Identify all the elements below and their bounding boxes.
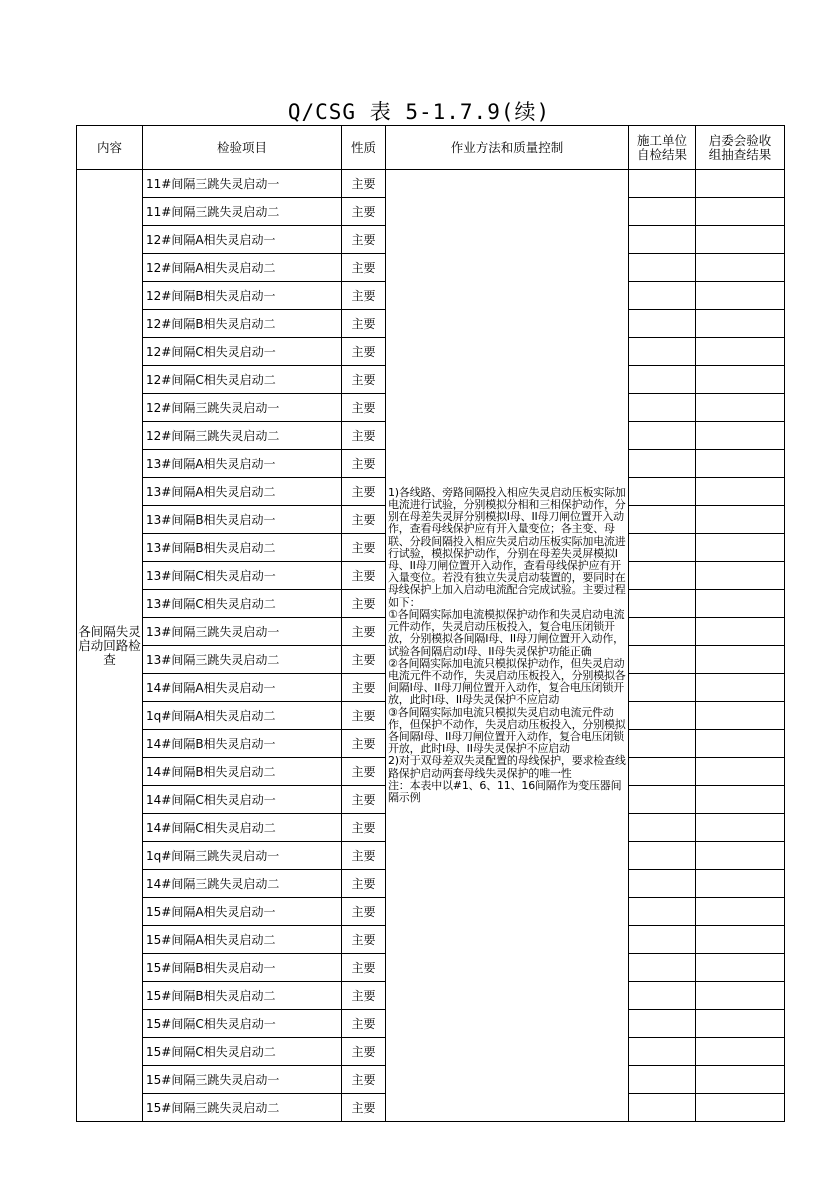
acceptance-cell[interactable] (696, 282, 785, 310)
method-paragraph: 1)各线路、旁路间隔投入相应失灵启动压板实际加电流进行试验，分别模拟分相和三相保护动作，分别在母差失灵屏分别模拟I母、II母刀闸位置开入动作，查看母线保护应有开入量变位；各主变、母联、分段间隔投入相应失灵启动压板实际加电流进行试验，模拟保护动作，分别在母差失灵屏模拟I母、II母刀闸位置开入动作，查看母线保护应有开入量变位。若没有独立失灵启动装置的，要同时在母线保护上加入启动电流配合完成试验。主要过程如下： (388, 485, 626, 609)
acceptance-cell[interactable] (696, 730, 785, 758)
header-method: 作业方法和质量控制 (386, 126, 629, 170)
header-acceptance: 启委会验收组抽查结果 (696, 126, 785, 170)
nature-cell: 主要 (342, 954, 386, 982)
item-cell: 14#间隔B相失灵启动二 (143, 758, 342, 786)
nature-cell: 主要 (342, 394, 386, 422)
self-check-cell[interactable] (629, 786, 696, 814)
acceptance-cell[interactable] (696, 506, 785, 534)
nature-cell: 主要 (342, 982, 386, 1010)
table-body (77, 170, 785, 1122)
acceptance-cell[interactable] (696, 534, 785, 562)
self-check-cell[interactable] (629, 954, 696, 982)
self-check-cell[interactable] (629, 926, 696, 954)
nature-cell: 主要 (342, 926, 386, 954)
acceptance-cell[interactable] (696, 478, 785, 506)
nature-cell: 主要 (342, 786, 386, 814)
nature-cell: 主要 (342, 198, 386, 226)
item-cell: 13#间隔A相失灵启动一 (143, 450, 342, 478)
content-cell: 各间隔失灵启动回路检查 (77, 170, 143, 1122)
acceptance-cell[interactable] (696, 1094, 785, 1122)
item-cell: 12#间隔C相失灵启动二 (143, 366, 342, 394)
nature-cell: 主要 (342, 842, 386, 870)
acceptance-cell[interactable] (696, 646, 785, 674)
acceptance-cell[interactable] (696, 338, 785, 366)
method-paragraph: ③各间隔实际加电流只模拟失灵启动电流元件动作，但保护不动作，失灵启动压板投入，分别模拟各间隔I母、II母刀闸位置开入动作，复合电压闭锁开放，此时I母、II母失灵保护不应启动 (388, 705, 626, 756)
self-check-cell[interactable] (629, 590, 696, 618)
acceptance-cell[interactable] (696, 702, 785, 730)
method-paragraph: 注：本表中以#1、6、11、16间隔作为变压器间隔示例 (388, 778, 622, 804)
self-check-cell[interactable] (629, 282, 696, 310)
self-check-cell[interactable] (629, 1010, 696, 1038)
self-check-cell[interactable] (629, 1038, 696, 1066)
method-paragraph: 2)对于双母差双失灵配置的母线保护，要求检查线路保护启动两套母线失灵保护的唯一性 (388, 754, 626, 780)
item-cell: 14#间隔A相失灵启动一 (143, 674, 342, 702)
nature-cell: 主要 (342, 338, 386, 366)
self-check-cell[interactable] (629, 198, 696, 226)
acceptance-cell[interactable] (696, 310, 785, 338)
item-cell: 1q#间隔A相失灵启动二 (143, 702, 342, 730)
method-paragraph: ①各间隔实际加电流模拟保护动作和失灵启动电流元件动作，失灵启动压板投入，复合电压闭锁开放，分别模拟各间隔I母、II母刀闸位置开入动作，试验各间隔启动I母、II母失灵保护功能正确 (388, 607, 625, 658)
self-check-cell[interactable] (629, 730, 696, 758)
nature-cell: 主要 (342, 534, 386, 562)
document-title: Q/CSG 表 5-1.7.9(续) (287, 100, 551, 124)
self-check-cell[interactable] (629, 394, 696, 422)
self-check-cell[interactable] (629, 338, 696, 366)
nature-cell: 主要 (342, 758, 386, 786)
nature-cell: 主要 (342, 506, 386, 534)
self-check-cell[interactable] (629, 982, 696, 1010)
nature-cell: 主要 (342, 1010, 386, 1038)
item-cell: 15#间隔三跳失灵启动二 (143, 1094, 342, 1122)
item-cell: 14#间隔三跳失灵启动二 (143, 870, 342, 898)
method-cell (386, 170, 629, 1122)
acceptance-cell[interactable] (696, 758, 785, 786)
self-check-cell[interactable] (629, 310, 696, 338)
acceptance-cell[interactable] (696, 982, 785, 1010)
acceptance-cell[interactable] (696, 422, 785, 450)
nature-cell: 主要 (342, 814, 386, 842)
self-check-cell[interactable] (629, 422, 696, 450)
item-cell: 13#间隔三跳失灵启动二 (143, 646, 342, 674)
item-cell: 14#间隔C相失灵启动一 (143, 786, 342, 814)
item-cell: 14#间隔B相失灵启动一 (143, 730, 342, 758)
item-cell: 15#间隔C相失灵启动一 (143, 1010, 342, 1038)
acceptance-cell[interactable] (696, 786, 785, 814)
item-cell: 15#间隔C相失灵启动二 (143, 1038, 342, 1066)
self-check-cell[interactable] (629, 1094, 696, 1122)
self-check-cell[interactable] (629, 506, 696, 534)
acceptance-cell[interactable] (696, 926, 785, 954)
acceptance-cell[interactable] (696, 366, 785, 394)
nature-cell: 主要 (342, 562, 386, 590)
acceptance-cell[interactable] (696, 618, 785, 646)
acceptance-cell[interactable] (696, 1010, 785, 1038)
item-cell: 12#间隔A相失灵启动二 (143, 254, 342, 282)
nature-cell: 主要 (342, 478, 386, 506)
acceptance-cell[interactable] (696, 954, 785, 982)
self-check-cell[interactable] (629, 450, 696, 478)
item-cell: 12#间隔C相失灵启动一 (143, 338, 342, 366)
item-cell: 15#间隔A相失灵启动二 (143, 926, 342, 954)
item-cell: 12#间隔B相失灵启动二 (143, 310, 342, 338)
header-self-check: 施工单位自检结果 (629, 126, 696, 170)
acceptance-cell[interactable] (696, 394, 785, 422)
item-cell: 1q#间隔三跳失灵启动一 (143, 842, 342, 870)
nature-cell: 主要 (342, 1094, 386, 1122)
item-cell: 15#间隔三跳失灵启动一 (143, 1066, 342, 1094)
acceptance-cell[interactable] (696, 254, 785, 282)
nature-cell: 主要 (342, 282, 386, 310)
nature-cell: 主要 (342, 170, 386, 198)
item-cell: 13#间隔三跳失灵启动一 (143, 618, 342, 646)
header-nature: 性质 (342, 126, 386, 170)
acceptance-cell[interactable] (696, 590, 785, 618)
nature-cell: 主要 (342, 310, 386, 338)
item-cell: 12#间隔A相失灵启动一 (143, 226, 342, 254)
table-row (77, 170, 785, 198)
table-header-row (77, 126, 785, 170)
inspection-table (76, 125, 785, 1122)
item-cell: 14#间隔C相失灵启动二 (143, 814, 342, 842)
nature-cell: 主要 (342, 226, 386, 254)
header-content: 内容 (77, 126, 143, 170)
acceptance-cell[interactable] (696, 814, 785, 842)
nature-cell: 主要 (342, 1038, 386, 1066)
item-cell: 12#间隔三跳失灵启动二 (143, 422, 342, 450)
nature-cell: 主要 (342, 366, 386, 394)
item-cell: 13#间隔C相失灵启动一 (143, 562, 342, 590)
method-paragraph: ②各间隔实际加电流只模拟保护动作，但失灵启动电流元件不动作，失灵启动压板投入，分别模拟各间隔I母、II母刀闸位置开入动作，复合电压闭锁开放，此时I母、II母失灵保护不应启动 (388, 656, 626, 707)
item-cell: 12#间隔三跳失灵启动一 (143, 394, 342, 422)
self-check-cell[interactable] (629, 702, 696, 730)
self-check-cell[interactable] (629, 254, 696, 282)
self-check-cell[interactable] (629, 562, 696, 590)
acceptance-cell[interactable] (696, 898, 785, 926)
acceptance-cell[interactable] (696, 226, 785, 254)
item-cell: 13#间隔B相失灵启动一 (143, 506, 342, 534)
self-check-cell[interactable] (629, 478, 696, 506)
self-check-cell[interactable] (629, 618, 696, 646)
header-item: 检验项目 (143, 126, 342, 170)
item-cell: 15#间隔B相失灵启动二 (143, 982, 342, 1010)
self-check-cell[interactable] (629, 366, 696, 394)
item-cell: 12#间隔B相失灵启动一 (143, 282, 342, 310)
self-check-cell[interactable] (629, 758, 696, 786)
item-cell: 13#间隔A相失灵启动二 (143, 478, 342, 506)
nature-cell: 主要 (342, 1066, 386, 1094)
self-check-cell[interactable] (629, 870, 696, 898)
acceptance-cell[interactable] (696, 870, 785, 898)
nature-cell: 主要 (342, 870, 386, 898)
nature-cell: 主要 (342, 422, 386, 450)
acceptance-cell[interactable] (696, 198, 785, 226)
self-check-cell[interactable] (629, 814, 696, 842)
self-check-cell[interactable] (629, 898, 696, 926)
self-check-cell[interactable] (629, 534, 696, 562)
acceptance-cell[interactable] (696, 674, 785, 702)
item-cell: 11#间隔三跳失灵启动二 (143, 198, 342, 226)
self-check-cell[interactable] (629, 646, 696, 674)
nature-cell: 主要 (342, 618, 386, 646)
acceptance-cell[interactable] (696, 1066, 785, 1094)
acceptance-cell[interactable] (696, 1038, 785, 1066)
acceptance-cell[interactable] (696, 842, 785, 870)
item-cell: 15#间隔A相失灵启动一 (143, 898, 342, 926)
self-check-cell[interactable] (629, 1066, 696, 1094)
self-check-cell[interactable] (629, 226, 696, 254)
nature-cell: 主要 (342, 254, 386, 282)
self-check-cell[interactable] (629, 674, 696, 702)
nature-cell: 主要 (342, 898, 386, 926)
acceptance-cell[interactable] (696, 170, 785, 198)
nature-cell: 主要 (342, 590, 386, 618)
acceptance-cell[interactable] (696, 562, 785, 590)
nature-cell: 主要 (342, 730, 386, 758)
acceptance-cell[interactable] (696, 450, 785, 478)
item-cell: 13#间隔C相失灵启动二 (143, 590, 342, 618)
item-cell: 13#间隔B相失灵启动二 (143, 534, 342, 562)
self-check-cell[interactable] (629, 170, 696, 198)
item-cell: 11#间隔三跳失灵启动一 (143, 170, 342, 198)
nature-cell: 主要 (342, 702, 386, 730)
nature-cell: 主要 (342, 450, 386, 478)
nature-cell: 主要 (342, 674, 386, 702)
self-check-cell[interactable] (629, 842, 696, 870)
nature-cell: 主要 (342, 646, 386, 674)
item-cell: 15#间隔B相失灵启动一 (143, 954, 342, 982)
